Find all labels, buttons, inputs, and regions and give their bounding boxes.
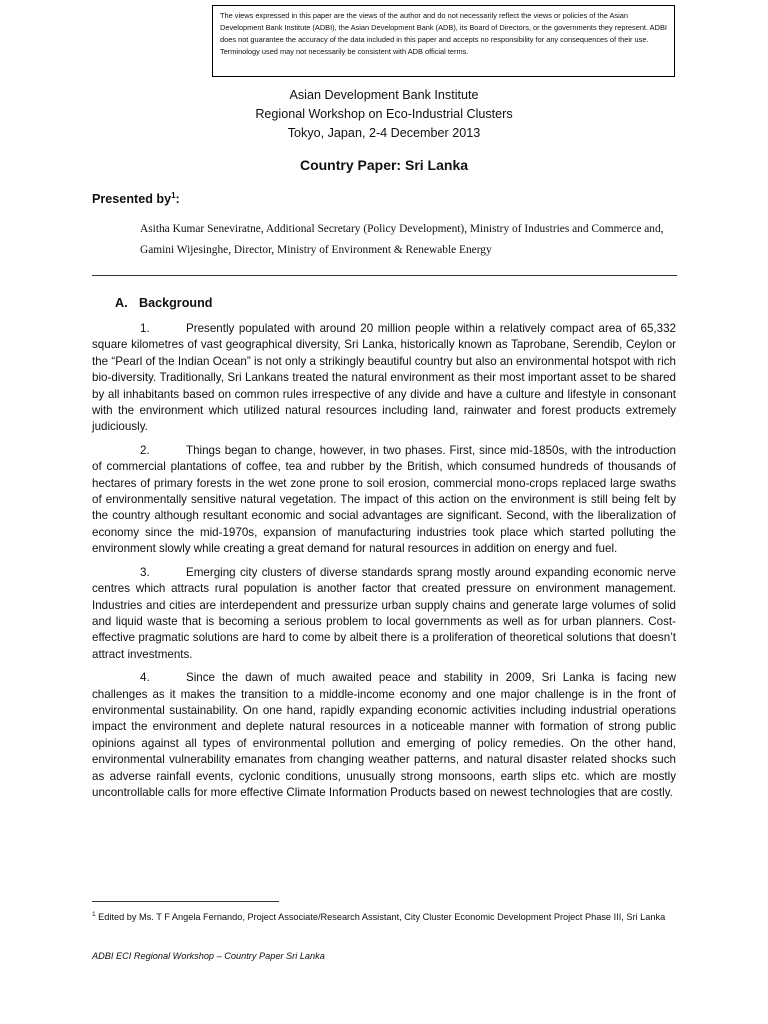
body-text <box>92 321 676 808</box>
section-label: A. <box>115 296 128 310</box>
footnote-reference: 1 <box>171 191 176 200</box>
workshop-name: Regional Workshop on Eco-Industrial Clusters <box>255 107 513 121</box>
footnote <box>92 908 676 924</box>
presented-by-heading <box>92 191 180 206</box>
paragraph-text: Emerging city clusters of diverse standards sprang mostly around expanding economic nerve centres which attracts rural population is another factor that created pressure on environment management. Industries and cities are interdependent and pressurize urban supply chains and generate large volumes of solid and liquid waste that is becoming a serious problem to local governments as well as for urban planners. Cost-effective pragmatic solutions are hard to come by albeit there is a proliferation of theoretical solutions that doesn’t attract investments. <box>92 565 676 661</box>
paragraph-number: 2. <box>140 443 150 457</box>
author-list <box>140 222 670 263</box>
author-entry: Asitha Kumar Seneviratne, Additional Secretary (Policy Development), Ministry of Industries and Commerce and, <box>140 223 664 235</box>
paragraph <box>92 565 676 663</box>
author-entry: Gamini Wijesinghe, Director, Ministry of Environment & Renewable Energy <box>140 243 492 256</box>
paragraph-text: Since the dawn of much awaited peace and stability in 2009, Sri Lanka is facing new challenges as it makes the transition to a middle-income economy and one major challenge is in the front of environmental sustainability. On one hand, rapidly expanding economic activities including industrial operations impact the environment and deplete natural resources in a noticeable manner with formation of strong public opinions against all types of environmental pollution and emerging of policy remedies. On the other hand, environmental vulnerability emanates from changing weather patterns, and natural disaster related shocks such as adverse rainfall events, cyclonic conditions, unusually strong monsoons, earth slips etc. which are mostly uncontrollable calls for more effective Climate Information Products based on newest technologies that are costly. <box>92 671 676 799</box>
paragraph-number: 1. <box>140 322 150 335</box>
paragraph-text: Presently populated with around 20 million people within a relatively compact area of 65,332 square kilometres of vast geographical diversity, Sri Lanka, historically known as Taprobane, Serendib, Ceylon or the “Pearl of the Indian Ocean” is not only a strikingly beautiful country but also an environmental hotspot with rich bio-diversity. Traditionally, Sri Lankans treated the natural environment as their most important asset to be shared by all inhabitants based on common rules irrespective of any divide and have a culture and lifestyle in consonant with the environment which utilized natural resources including land, rainwater and forest products extremely judiciously. <box>92 322 676 434</box>
footnote-divider <box>92 901 279 902</box>
paragraph-number: 4. <box>140 671 150 685</box>
page-footer: ADBI ECI Regional Workshop – Country Paper Sri Lanka <box>92 951 325 961</box>
paragraph <box>92 670 676 801</box>
workshop-venue-date: Tokyo, Japan, 2-4 December 2013 <box>287 126 481 140</box>
section-heading <box>115 296 212 310</box>
institute-name: Asian Development Bank Institute <box>289 88 479 102</box>
disclaimer-box: The views expressed in this paper are the views of the author and do not necessarily reflect the views or policies of the Asian Development Bank Institute (ADBI), the Asian Development Bank (ADB), its Board of Directors, or the governments they represent. ADBI does not guarantee the accuracy of the data included in this paper and accepts no responsibility for any consequences of their use. Terminology used may not necessarily be consistent with ADB official terms. <box>212 5 675 77</box>
paragraph <box>92 443 676 558</box>
paper-header <box>0 86 768 143</box>
paragraph <box>92 321 676 436</box>
footnote-text: Edited by Ms. T F Angela Fernando, Project Associate/Research Assistant, City Cluster Economic Development Project Phase III, Sri Lanka <box>95 912 666 923</box>
paper-title: Country Paper: Sri Lanka <box>299 157 469 173</box>
paragraph-text: Things began to change, however, in two phases. First, since mid-1850s, with the introduction of commercial plantations of coffee, tea and rubber by the British, which consumed hundreds of thousands of hectares of primary forests in the wet zone prone to soil erosion, commercial mono-crops replaced large swaths of environmentally sensitive natural vegetation. The impact of this action on the environment is still being felt by the country although resultant economic and social advantages are significant. Second, with the liberalization of economy since the mid-1970s, expansion of manufacturing industries took place which started polluting the environment slowly while creating a great demand for natural resources in addition on energy and fuel. <box>92 443 676 556</box>
section-title: Background <box>139 296 213 310</box>
header-divider <box>92 275 677 276</box>
footnote-mark: 1 <box>92 911 96 918</box>
presented-by-colon: : <box>175 192 180 207</box>
paragraph-number: 3. <box>140 565 150 579</box>
presented-by-label: Presented by <box>92 192 172 207</box>
